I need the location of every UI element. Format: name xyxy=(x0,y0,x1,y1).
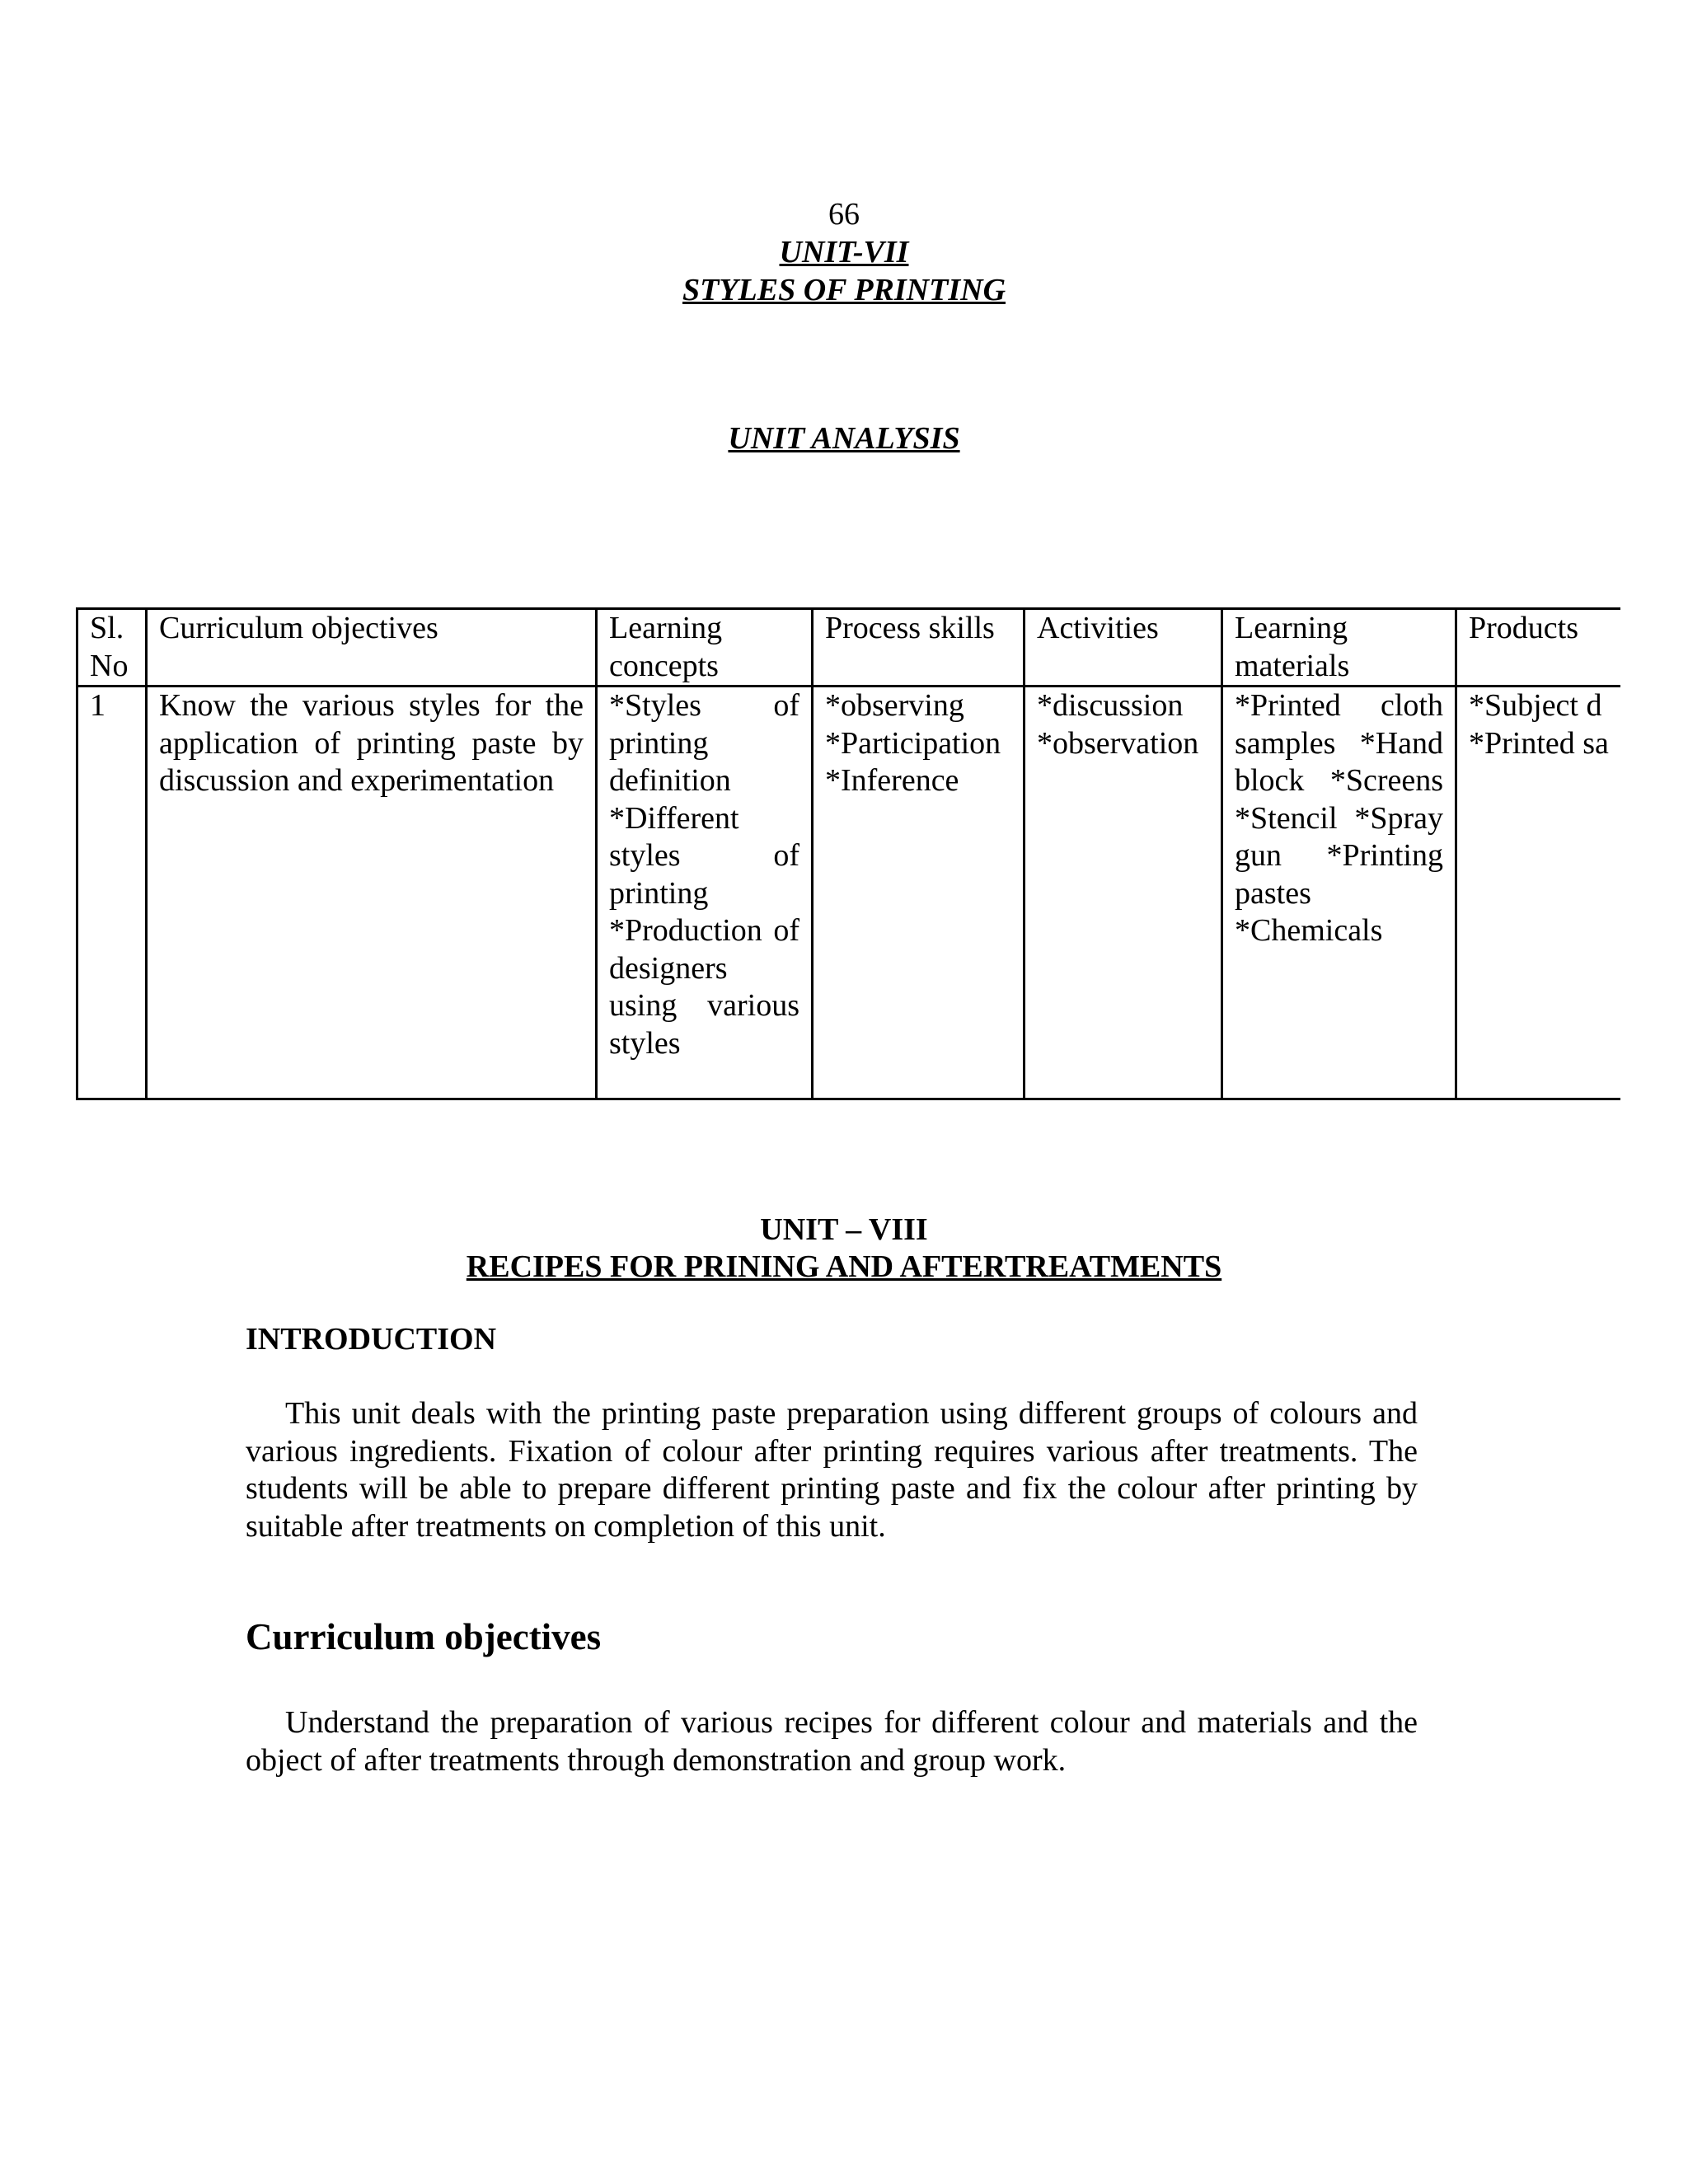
unit-subtitle: RECIPES FOR PRINING AND AFTERTREATMENTS xyxy=(466,1249,1222,1284)
skill-item: *observing xyxy=(825,688,964,723)
unit-subtitle: STYLES OF PRINTING xyxy=(682,273,1006,307)
cell-activities xyxy=(1025,687,1222,1099)
unit-analysis-table xyxy=(76,607,1620,1100)
header-products: Products xyxy=(1456,609,1620,687)
curriculum-objectives-paragraph: Understand the preparation of various recipes for different colour and materials and the object of after treatments through demonstration and group work. xyxy=(246,1705,1418,1778)
table-header-row xyxy=(77,609,1620,687)
header-process-skills: Process skills xyxy=(813,609,1025,687)
header-activities: Activities xyxy=(1025,609,1222,687)
unit-title: UNIT-VII xyxy=(779,235,909,269)
header-learning-materials: Learning materials xyxy=(1222,609,1456,687)
header-learning-concepts: Learning concepts xyxy=(597,609,813,687)
skill-item: *Inference xyxy=(825,763,959,798)
unit-analysis-heading: UNIT ANALYSIS xyxy=(728,421,960,456)
unit-title: UNIT – VIII xyxy=(760,1212,928,1247)
introduction-paragraph: This unit deals with the printing paste preparation using different groups of colours and various ingredients. Fixation of colour after printing requires various after treatments. The students will be able to prepare different printing paste and fix the colour after printing by suitable after treatments on completion of this unit. xyxy=(246,1396,1418,1544)
page-number: 66 xyxy=(828,197,860,232)
header-curriculum-objectives: Curriculum objectives xyxy=(147,609,597,687)
product-item: *Printed sa xyxy=(1469,725,1609,761)
cell-learning-concepts: *Styles of printing definition *Different styles of printing *Production of designers using various styles xyxy=(597,687,813,1099)
cell-process-skills xyxy=(813,687,1025,1099)
header-sl-no: Sl. No xyxy=(77,609,147,687)
cell-curriculum-objectives: Know the various styles for the application of printing paste by discussion and experimentation xyxy=(147,687,597,1099)
activity-item: *discussion xyxy=(1037,688,1184,723)
table-row xyxy=(77,687,1620,1099)
introduction-heading: INTRODUCTION xyxy=(246,1322,497,1357)
cell-learning-materials: *Printed cloth samples *Hand block *Screens *Stencil *Spray gun *Printing pastes *Chemicals xyxy=(1222,687,1456,1099)
product-item: *Subject d xyxy=(1469,688,1602,723)
cell-products xyxy=(1456,687,1620,1099)
curriculum-objectives-heading: Curriculum objectives xyxy=(246,1616,602,1657)
skill-item: *Participation xyxy=(825,725,1001,761)
cell-sl-no: 1 xyxy=(77,687,147,1099)
activity-item: *observation xyxy=(1037,725,1199,761)
